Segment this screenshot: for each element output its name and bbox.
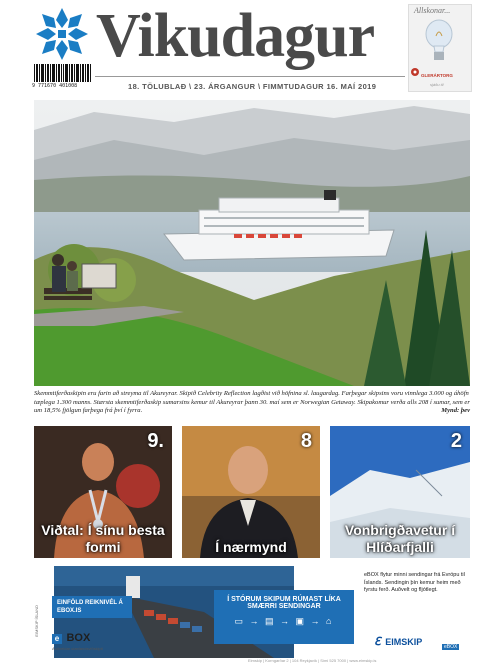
ebox-name: BOX — [66, 632, 91, 644]
ebox-sub: Auðveldar utanlandsviðskipti — [52, 646, 103, 651]
ebox-e-icon: e — [52, 634, 62, 644]
eimskip-brand: EIMSKIP — [385, 637, 423, 647]
banner-line-1: Í STÓRUM SKIPUM RÚMAST LÍKA — [227, 596, 341, 603]
teaser-title: Í nærmynd — [215, 539, 287, 555]
teaser-ski-area[interactable] — [330, 426, 470, 558]
teaser-profile[interactable] — [182, 426, 320, 558]
masthead-title: Vikudagur — [96, 2, 375, 70]
barcode — [34, 64, 92, 82]
teaser-interview[interactable] — [34, 426, 172, 558]
teaser-title: Vonbrigðavetur í Hlíðarfjalli — [344, 522, 456, 555]
ebox-logo — [52, 628, 103, 651]
top-ad-brand: GLERÁRTORG — [421, 73, 453, 78]
teaser-title: Viðtal: Í sínu besta formi — [41, 522, 165, 555]
masthead-rule — [95, 76, 405, 77]
lightbulb-icon — [422, 18, 456, 64]
ad-footer: Eimskip | Korngarðar 2 | 104 Reykjavík | Sími 525 7000 | www.eimskip.is — [248, 658, 377, 663]
top-ad-subtitle: sjáðu til — [430, 82, 444, 87]
banner-box — [214, 590, 354, 644]
teaser-page-number: 9. — [147, 430, 164, 452]
banner-line-2: SMÆRRI SENDINGAR — [247, 603, 321, 610]
issue-line: 18. TÖLUBLAÐ \ 23. ÁRGANGUR \ FIMMTUDAGUR 16. MAÍ 2019 — [128, 82, 377, 91]
ebox-calculator-tag: EINFÖLD REIKNIVÉL Á EBOX.IS — [52, 596, 132, 618]
eimskip-ebox-ad[interactable] — [34, 566, 470, 658]
main-photo-cruise-ship[interactable] — [34, 100, 470, 386]
teaser-page-number: 2 — [450, 430, 462, 452]
side-label: EIMSKIP ÍSLAND — [34, 605, 39, 637]
eimskip-ebox-sub: eBOX — [444, 644, 458, 650]
photo-credit: Mynd: þev — [441, 407, 470, 415]
eimskip-e-icon: ℇ — [374, 636, 381, 648]
glerartorg-logo-icon — [411, 68, 419, 76]
shipping-steps-icons: ▭ → ▤ → ▣ → ⌂ — [234, 616, 334, 626]
teaser-page-number: 8 — [300, 430, 312, 452]
top-ad-tagline: Allskonar... — [414, 6, 451, 15]
ad-side-text: eBOX flytur minni sendingar frá Evrópu til Íslands. Sendingin þín kemur heim með fyrstu ferð. Auðvelt og fljótlegt. — [364, 572, 465, 593]
eimskip-logo — [374, 632, 458, 650]
vikudagur-star-logo — [34, 6, 90, 62]
barcode-number: 9 771670 401008 — [32, 83, 78, 89]
caption-text: Skemmtiferðaskipin eru farin að streyma til Akureyrar. Skipið Celebrity Reflection lagðist við höfnina sl. laugardag. Farþegar skipsins voru vinnlega 3.000 og áhöfn tæplega 1.300 manns. Stærsta skemmtiferðaskip sumarsins kemur til Akureyrar þann 30. maí sem er Norwegian Getaway. Skipakomur verða alls 208 í sumar, sem er um 18,5% fjölgun farþega frá því í fyrra. — [34, 390, 470, 415]
main-photo-caption — [34, 390, 470, 416]
